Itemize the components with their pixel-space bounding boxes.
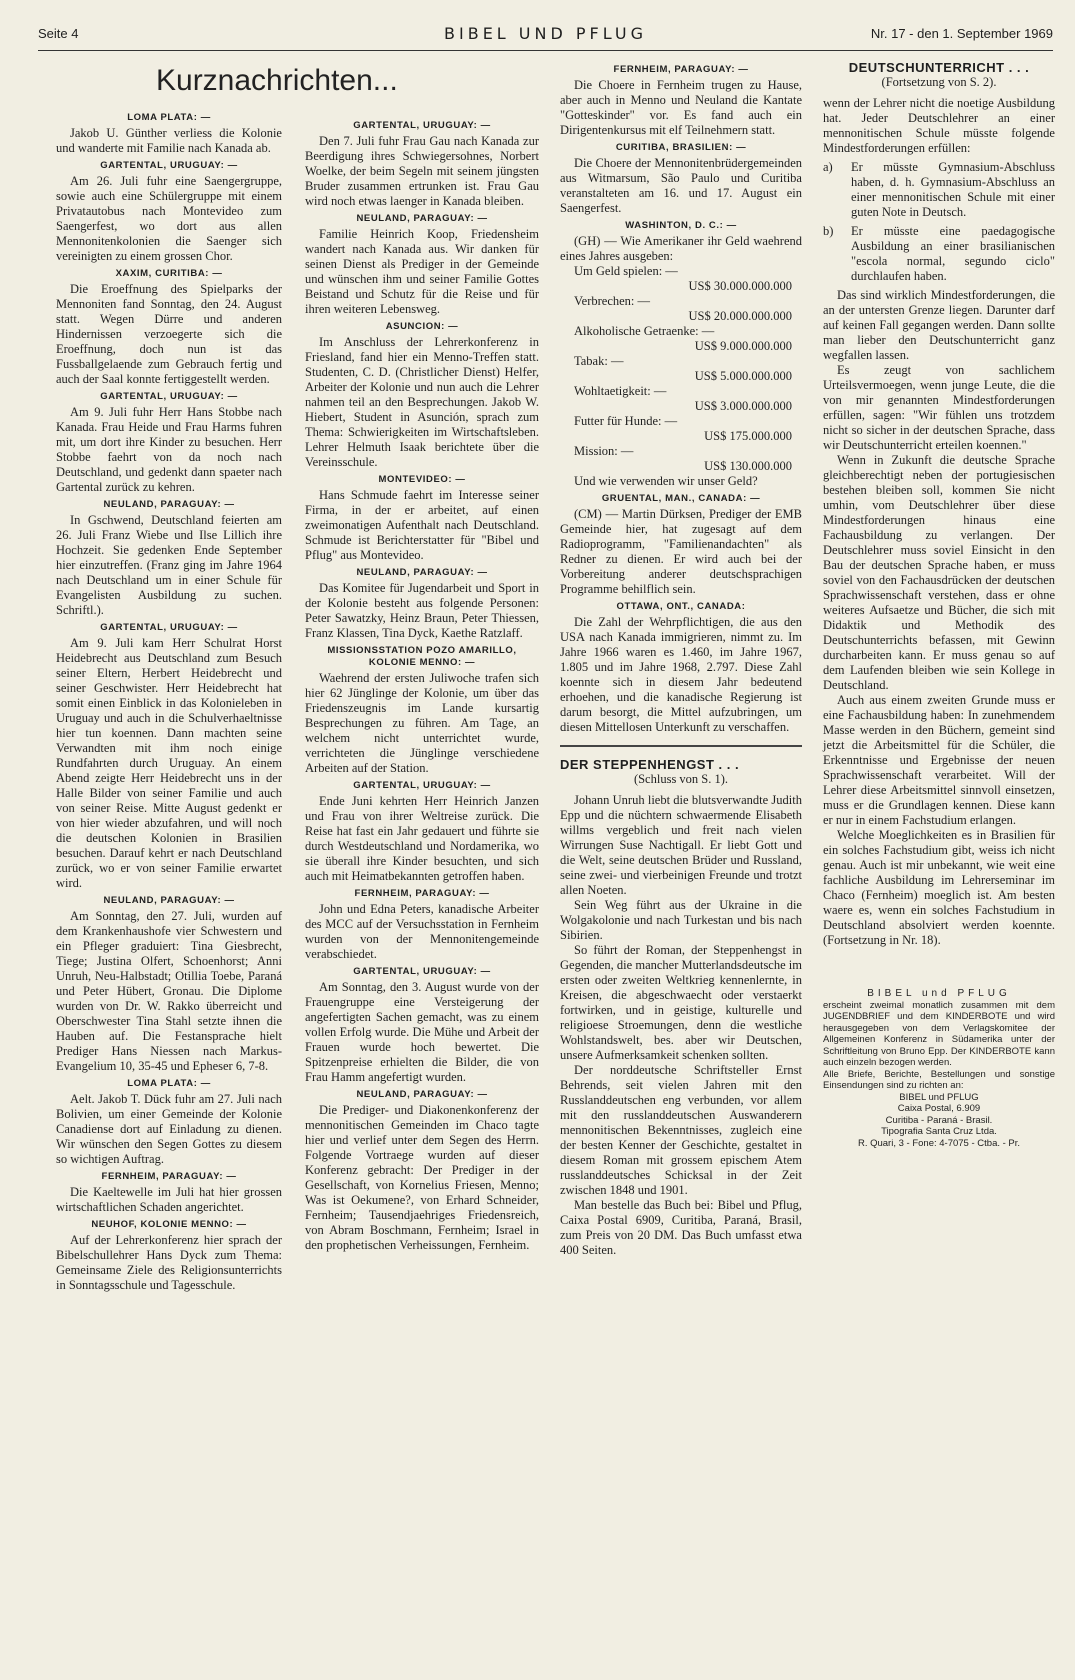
article-title: DER STEPPENHENGST . . . — [560, 757, 740, 772]
imprint-address: Curitiba - Paraná - Brasil. — [885, 1114, 993, 1126]
section-title: Kurznachrichten... — [156, 64, 398, 97]
article-paragraph: Das sind wirklich Mindestforderungen, die an der untersten Grenze liegen. Darunter darf auf keinen Fall gegangen werden. Dann sollte man lieber den Deutschunterricht ganz wegfallen lassen. — [823, 288, 1055, 362]
spending-amount: US$ 20.000.000.000 — [688, 309, 792, 323]
news-text: Die Eroeffnung des Spielparks der Mennoniten fand Sonntag, den 24. August statt. Wegen Dürre und anderen Hindernissen verzoegerte sich die Eroeffnung, doch nun ist das Fussballgelaende zum Gebrauch fertig und auch der Saal konnte fertiggestellt werden. — [56, 282, 282, 386]
requirement-item — [823, 224, 1055, 284]
article-paragraph: Johann Unruh liebt die blutsverwandte Judith Epp und die nüchtern schwaermende Elisabeth willms vergeblich und freit nach vielen Wirrungen Suse Nachtigall. Er liebt Gott und die Welt, seine deutschen Brüder und Russland, seine zwei- und vierbeinigen Freunde und trotzt allen Noeten. — [560, 793, 802, 897]
list-marker: b) — [823, 224, 834, 238]
news-item — [56, 499, 282, 618]
news-item — [56, 622, 282, 891]
news-headline: XAXIM, CURITIBA: — — [115, 268, 223, 279]
news-text: (CM) — Martin Dürksen, Prediger der EMB Gemeinde hier, hat zugesagt auf dem Radioprogramm, "Familienandachten" als Redner zu dienen. Er wird auch bei der Vorbereitung anderer deutschsprachigen Programme behilflich sein. — [560, 507, 802, 596]
news-item — [305, 120, 539, 209]
news-item — [305, 966, 539, 1085]
imprint-address: Tipografia Santa Cruz Ltda. — [881, 1126, 997, 1137]
spending-amount: US$ 130.000.000 — [704, 459, 792, 473]
column-3 — [560, 60, 802, 1258]
article-title: DEUTSCHUNTERRICHT . . . — [848, 60, 1030, 75]
news-headline: GARTENTAL, URUGUAY: — — [353, 120, 491, 131]
spending-amount: US$ 30.000.000.000 — [688, 279, 792, 293]
news-text: Den 7. Juli fuhr Frau Gau nach Kanada zur Beerdigung ihres Schwiegersohnes, Norbert Woelke, der beim Segeln mit seinem jüngsten Bruder zusammen ertrunken ist. Frau Gau wird noch etwas laenger in Kanada bleiben. — [305, 134, 539, 208]
news-text: Waehrend der ersten Juliwoche trafen sich hier 62 Jünglinge der Kolonie, um über das Friedenszeugnis im Lande kursartig Besprechungen zu führen. Am Tage, an welchem nicht unterrichtet wurde, verrichteten die Jünglinge verschiedene Arbeiten auf der Station. — [305, 671, 539, 775]
news-headline: NEULAND, PARAGUAY: — — [356, 213, 488, 224]
news-text: Am 9. Juli kam Herr Schulrat Horst Heidebrecht aus Deutschland zum Besuch seiner Eltern, Herbert Heidebrecht und seiner Geschwister. Herr Heidebrecht hat somit einen Einblick in das Kolonieleben in Uruguay und auch in die Schulverhaeltnisse hier tun koennen. Dann machten seine Verwandten mit ihm noch einige Rundfahrten durch Uruguay. An einem Abend zeigte Herr Heidebrecht uns in der Halle Bilder von seiner Familie und auch von seiner Reise. Mitte August gedenkt er von hier wieder abzufahren, und will noch die deutschen Kolonien in Brasilien besuchen. Darauf kehrt er nach Deutschland zurück, wo er von seiner Familie erwartet wird. — [56, 636, 282, 890]
imprint — [823, 988, 1055, 1149]
news-text: Am 26. Juli fuhr eine Saengergruppe, sowie auch eine Schülergruppe mit einem Privatautobus nach Montevideo zum Saengerfest, wo dort aus allen Mennonitenkolonien die Saenger sich vereinigten zu einem grossen Chor. — [56, 174, 282, 263]
requirement-item — [823, 160, 1055, 220]
list-marker: a) — [823, 160, 833, 174]
list-text: Er müsste Gymnasium-Abschluss haben, d. h. Gymnasium-Abschluss an einer mennonitischen Schule mit einer guten Note in Deutsch. — [851, 160, 1055, 219]
news-item — [560, 601, 802, 735]
news-item — [305, 645, 539, 776]
article-paragraph: Auch aus einem zweiten Grunde muss er eine Fachausbildung haben: In zunehmendem Masse werden in den Büchern, gemeint sind jetzt die Arbeitsmittel für die Schüler, die Erkenntnisse und Ergebnisse der neuen Sprachwissenschaft verarbeitet. Will der Lehrer diese Arbeitsmittel sinnvoll einsetzen, muss er die Grundlagen kennen. Diese kann er nur in einem Fachstudium erlangen. — [823, 693, 1055, 827]
spending-label: Tabak: — — [574, 354, 624, 368]
news-item — [56, 1078, 282, 1167]
news-headline: GARTENTAL, URUGUAY: — — [100, 622, 238, 633]
news-text: Auf der Lehrerkonferenz hier sprach der Bibelschullehrer Hans Dyck zum Thema: Gemeinsame Ziele des Religionsunterrichts in Sonntagsschule und Tagesschule. — [56, 1233, 282, 1292]
news-text: Am Sonntag, den 27. Juli, wurden auf dem Krankenhaushofe vier Schwestern und ein Pfleger graduiert: Tina Giesbrecht, Tiege; Justina Olfert, Schoenhorst; Anni Unruh, Neu-Halbstadt; Otillia Toebe, Paraná und Peter Hübert, Gronau. Die Diplome wurden von Dr. W. Rakko überreicht und Oberschwester Tina Stahl setzte ihnen die Hauben auf. Die Festansprache hielt Prediger Hans Niessen nach Markus-Evangelium 10, 35-45 und Epheser 6, 7-8. — [56, 909, 282, 1073]
news-headline: NEULAND, PARAGUAY: — — [356, 567, 488, 578]
news-headline: MISSIONSSTATION POZO AMARILLO, KOLONIE MENNO: — — [327, 645, 517, 668]
news-headline: OTTAWA, ONT., CANADA: — [616, 601, 746, 612]
news-item — [56, 268, 282, 387]
news-text: Ende Juni kehrten Herr Heinrich Janzen und Frau von ihrer Weltreise zurück. Die Reise hat fast ein Jahr gedauert und führte sie durch Westdeutschland und Nordamerika, wo sie überall ihre Kinder besuchten, und sich auch mit Heimatbekannten getroffen haben. — [305, 794, 539, 883]
news-headline: CURITIBA, BRASILIEN: — — [615, 142, 747, 153]
news-text: Die Choere der Mennonitenbrüdergemeinden aus Witmarsum, São Paulo und Curitiba veranstalteten am 16. und 17. August ein Saengerfest. — [560, 156, 802, 215]
news-headline: GARTENTAL, URUGUAY: — — [353, 966, 491, 977]
divider — [560, 745, 802, 747]
article-paragraph: So führt der Roman, der Steppenhengst in Gegenden, die mancher Mutterlandsdeutsche im ersten oder zweiten Weltkrieg kennenlernte, in Kreisen, die abgeschwaecht oder verstaerkt fortwirken, und in geistige, kulturelle und religioese Stroemungen, denn die westliche Wohlstandswelt, bes. aber wir Deutschen, unsere Aufmerksamkeit schenken sollten. — [560, 943, 802, 1062]
spending-label: Futter für Hunde: — — [574, 414, 678, 428]
news-item — [56, 112, 282, 156]
news-item — [305, 780, 539, 884]
news-text: Am Sonntag, den 3. August wurde von der Frauengruppe eine Versteigerung der angefertigten Sachen gemacht, was zu einem vollen Erfolg wurde. Die Mühe und Arbeit der Frauen wurde hoch bewertet. Die Spitzenpreise erhielten die Bilder, die von Frau Hamm angefertigt wurden. — [305, 980, 539, 1084]
news-headline: MONTEVIDEO: — — [378, 474, 466, 485]
news-item — [56, 160, 282, 264]
news-text: Aelt. Jakob T. Dück fuhr am 27. Juli nach Bolivien, um einer Gemeinde der Kolonie Canadiense dort auf Einladung zu dienen. Wir wünschen den Segen Gottes zu diesem so wichtigen Auftrag. — [56, 1092, 282, 1166]
news-text: Jakob U. Günther verliess die Kolonie und wanderte mit Familie nach Kanada ab. — [56, 126, 282, 155]
news-text: Die Prediger- und Diakonenkonferenz der mennonitischen Gemeinden im Chaco tagte hier und verlief unter dem Segen des Herrn. Folgende Vortraege wurden auf dieser Konferenz gebracht: Der Prediger in der Gesellschaft, von Kornelius Friesen, Menno; Was ist Oekumene?, von Erhard Schneider, Fernheim; Tausendjaehriges Friedensreich, von Abram Boschmann, Fernheim; Israel in den prophetischen Verheissungen, Fernheim. — [305, 1103, 539, 1252]
masthead: BIBEL UND PFLUG — [444, 24, 647, 43]
news-item — [305, 321, 539, 470]
news-item — [56, 1219, 282, 1293]
news-headline: NEUHOF, KOLONIE MENNO: — — [91, 1219, 247, 1230]
article-paragraph: Man bestelle das Buch bei: Bibel und Pflug, Caixa Postal 6909, Curitiba, Paraná, Brasil, zum Preis von 20 DM. Das Buch umfasst etwa 400 Seiten. — [560, 1198, 802, 1257]
imprint-address: Caixa Postal, 6.909 — [897, 1103, 981, 1114]
spending-label: Wohltaetigkeit: — — [574, 384, 667, 398]
spending-amount: US$ 9.000.000.000 — [694, 339, 792, 353]
issue-date: Nr. 17 - den 1. September 1969 — [870, 26, 1053, 41]
imprint-text: Alle Briefe, Berichte, Bestellungen und sonstige Einsendungen sind zu richten an: — [823, 1068, 1055, 1091]
spending-list — [560, 264, 802, 474]
news-item — [305, 213, 539, 317]
news-text: Im Anschluss der Lehrerkonferenz in Friesland, fand hier ein Menno-Treffen statt. Studenten, C. D. (Christlicher Dienst) Helfer, Arbeiter der Kolonie und nun auch die Lehrer nahmen teil an den Besprechungen. Jakob W. Hiebert, Student in Asunción, sprach zum Thema: Schwierigkeiten im Wirtschaftsleben. Lehrer Helmuth Isaak berichtete über die Vereinsschule. — [305, 335, 539, 469]
news-text: Die Zahl der Wehrpflichtigen, die aus den USA nach Kanada immigrieren, nimmt zu. Im Jahre 1966 waren es 1.460, im Jahre 1967, 1.805 und im Jahre 1968, 2.797. Diese Zahl koennte sich in diesem Jahr bedeutend erhoehen, und die kanadische Regierung ist darum besorgt, die Mittel aufzubringen, um diesen Mittellosen Unterkunft zu verschaffen. — [560, 615, 802, 734]
news-text: Familie Heinrich Koop, Friedensheim wandert nach Kanada aus. Wir danken für seinen Dienst als Prediger in der Gemeinde und wünschen ihm und seiner Familie Gottes Beistand und Schutz für die Reise und für ihren weiteren Lebensweg. — [305, 227, 539, 316]
spending-amount: US$ 175.000.000 — [704, 429, 792, 443]
spending-label: Alkoholische Getraenke: — — [574, 324, 715, 338]
news-headline: WASHINTON, D. C.: — — [625, 220, 737, 231]
news-text: Am 9. Juli fuhr Herr Hans Stobbe nach Kanada. Frau Heide und Frau Harms fuhren mit, um dort ihre Kinder zu besuchen. Herr Stobbe faehrt von da noch nach Deutschland, und gedenkt dann spaeter nach Gartental zurück zu kehren. — [56, 405, 282, 494]
news-item — [560, 493, 802, 597]
news-headline: FERNHEIM, PARAGUAY: — — [101, 1171, 237, 1182]
news-item — [56, 391, 282, 495]
spending-label: Verbrechen: — — [574, 294, 651, 308]
news-text: Und wie verwenden wir unser Geld? — [574, 474, 758, 488]
column-2 — [305, 116, 539, 1255]
imprint-address: R. Quari, 3 - Fone: 4-7075 - Ctba. - Pr. — [857, 1137, 1021, 1149]
news-headline: GARTENTAL, URUGUAY: — — [100, 160, 238, 171]
spending-amount: US$ 5.000.000.000 — [694, 369, 792, 383]
news-item — [56, 895, 282, 1074]
news-headline: LOMA PLATA: — — [127, 1078, 211, 1089]
article-subtitle: (Fortsetzung von S. 2). — [881, 75, 997, 89]
news-headline: FERNHEIM, PARAGUAY: — — [613, 64, 749, 75]
news-headline: GARTENTAL, URUGUAY: — — [353, 780, 491, 791]
article-paragraph: Der norddeutsche Schriftsteller Ernst Behrends, seit vielen Jahren mit den Russlanddeutschen eng verbunden, vor allem mit den russlanddeutschen Auswanderern mennonitischen Bekenntnisses, zugleich eine der besten Kenner der Geschichte, gestaltet in diesem Roman mit grossem epischem Atem russlanddeutsches Schicksal in der Zeit zwischen 1848 und 1901. — [560, 1063, 802, 1197]
news-item — [560, 142, 802, 216]
article-paragraph: Es zeugt von sachlichem Urteilsvermoegen, wenn junge Leute, die die von mir genannten Mindestforderungen erfüllen, sagen: "Wir fühlen uns trotzdem nicht so sicher in der deutschen Sprache, dass wir Deutschunterricht erteilen koennen." — [823, 363, 1055, 452]
news-headline: GRUENTAL, MAN., CANADA: — — [601, 493, 761, 504]
news-item — [305, 474, 539, 563]
news-item — [560, 220, 802, 489]
news-item — [305, 567, 539, 641]
spending-label: Mission: — — [574, 444, 634, 458]
column-1 — [56, 60, 398, 1295]
news-headline: GARTENTAL, URUGUAY: — — [100, 391, 238, 402]
news-headline: NEULAND, PARAGUAY: — — [356, 1089, 488, 1100]
list-text: Er müsste eine paedagogische Ausbildung an einer brasilianischen "escola normal, segundo ciclo" durchlaufen haben. — [851, 224, 1055, 283]
news-text: Die Choere in Fernheim trugen zu Hause, aber auch in Menno und Neuland die Kantate "Gotteskinder" vor. Es fand auch ein Dirigentenkursus mit elf Teilnehmern statt. — [560, 78, 802, 137]
article-paragraph: wenn der Lehrer nicht die noetige Ausbildung hat. Jeder Deutschlehrer an einer mennonitischen Schule müsste folgende Mindestforderungen erfüllen: — [823, 96, 1055, 155]
news-headline: LOMA PLATA: — — [127, 112, 211, 123]
imprint-title: BIBEL und PFLUG — [867, 988, 1011, 999]
news-item — [56, 1171, 282, 1215]
news-item — [305, 1089, 539, 1253]
article-subtitle: (Schluss von S. 1). — [633, 772, 729, 786]
news-text: Das Komitee für Jugendarbeit und Sport in der Kolonie besteht aus folgende Personen: Peter Sawatzky, Heinz Braun, Peter Thiessen, Franz Klassen, Tina Dyck, Kaethe Ratzlaff. — [305, 581, 539, 640]
news-item — [305, 888, 539, 962]
page-header — [38, 20, 1053, 51]
news-text: Die Kaeltewelle im Juli hat hier grossen wirtschaftlichen Schaden angerichtet. — [56, 1185, 282, 1214]
news-text: (GH) — Wie Amerikaner ihr Geld waehrend eines Jahres ausgeben: — [560, 234, 802, 263]
news-headline: ASUNCION: — — [385, 321, 459, 332]
column-4 — [823, 60, 1055, 1149]
news-text: Hans Schmude faehrt im Interesse seiner Firma, in der er arbeitet, auf einen zweimonatigen Aufenthalt nach Deutschland. Schmude ist Berichterstatter für "Bibel und Pflug" aus Montevideo. — [305, 488, 539, 562]
news-item — [560, 64, 802, 138]
imprint-address: BIBEL und PFLUG — [899, 1091, 979, 1103]
article-paragraph: Wenn in Zukunft die deutsche Sprache gleichberechtigt neben der portugiesischen bestehen bleiben soll, kommen Sie nicht umhin, vom Deutschlehrer über diese Mindestforderungen hinaus eine Fachausbildung zu verlangen. Der Deutschlehrer muss soviel Einsicht in den Bau der deutschen Sprache haben, er muss soviel von den Fachausdrücken der deutschen Sprachwissenschaft verstehen, dass er ohne weiteres Aufsaetze und Bücher, die sich mit Didaktik und Methodik des Deutschunterrichts befassen, mit Gewinn durcharbeiten kann. Er muss genau so auf dem Laufenden bleiben wie sein Kollege in Deutschland. — [823, 453, 1055, 692]
news-headline: NEULAND, PARAGUAY: — — [103, 499, 235, 510]
news-headline: NEULAND, PARAGUAY: — — [103, 895, 235, 906]
news-text: In Gschwend, Deutschland feierten am 26. Juli Franz Wiebe und Ilse Lillich ihre Hochzeit. Sie gedenken Ende September hier einzutreffen. (Franz ging im Jahre 1964 nach Deutschland um in einer Schule für Evangelisten Ausbildung zu suchen. Schriftl.). — [56, 513, 282, 617]
page-number: Seite 4 — [38, 26, 79, 41]
news-headline: FERNHEIM, PARAGUAY: — — [354, 888, 490, 899]
news-text: John und Edna Peters, kanadische Arbeiter des MCC auf der Versuchsstation in Fernheim wurden von der Mennonitengemeinde verabschiedet. — [305, 902, 539, 961]
spending-amount: US$ 3.000.000.000 — [694, 399, 792, 413]
spending-label: Um Geld spielen: — — [574, 264, 678, 278]
article-paragraph: Sein Weg führt aus der Ukraine in die Wolgakolonie und nach Turkestan und bis nach Sibirien. — [560, 898, 802, 942]
article-paragraph: Welche Moeglichkeiten es in Brasilien für ein solches Fachstudium gibt, weiss ich nicht genau. Auch ist mir unbekannt, wie weit eine fachliche Ausbildung im Lehrerseminar im Chaco (Fernheim) moeglich ist. Am besten waere es, wenn ein solches Fachstudium in Deutschland absolviert werden koennte. (Fortsetzung in Nr. 18). — [823, 828, 1055, 947]
imprint-text: erscheint zweimal monatlich zusammen mit dem JUGENDBRIEF und dem KINDERBOTE und wird herausgegeben von dem Verlagskomitee der Allgemeinen Konferenz in Südamerika unter der Schriftleitung von Bruno Epp. Der KINDERBOTE kann auch einzeln bezogen werden. — [823, 999, 1055, 1068]
